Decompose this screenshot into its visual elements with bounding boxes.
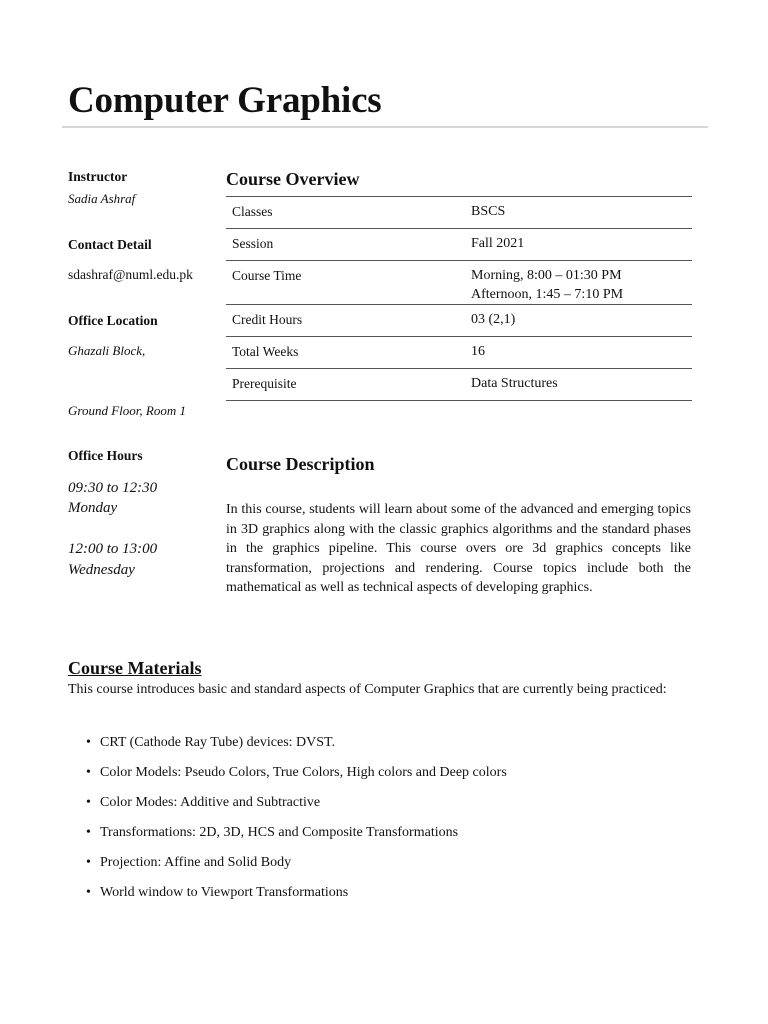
course-time-morning: Morning, 8:00 – 01:30 PM (471, 268, 622, 283)
office-location-heading: Office Location (68, 313, 158, 328)
list-item (68, 853, 507, 883)
office-location-line1: Ghazali Block, (68, 343, 146, 358)
table-row (226, 337, 692, 369)
list-item (68, 883, 507, 913)
list-item-text: Color Models: Pseudo Colors, True Colors, High colors and Deep colors (100, 765, 507, 780)
table-row (226, 229, 692, 261)
table-cell-value: BSCS (465, 197, 692, 229)
office-hours-day-2: Wednesday (68, 562, 135, 578)
course-description-heading: Course Description (226, 454, 375, 474)
table-cell-label: Session (226, 229, 465, 261)
course-materials-intro: This course introduces basic and standard aspects of Computer Graphics that are currently being practiced: (68, 682, 667, 697)
office-location-line2: Ground Floor, Room 1 (68, 403, 186, 418)
contact-email[interactable]: sdashraf@numl.edu.pk (68, 267, 193, 282)
list-item-text: Transformations: 2D, 3D, HCS and Composite Transformations (100, 825, 459, 840)
list-item (68, 763, 507, 793)
bullet-icon: • (86, 855, 91, 870)
office-hours-heading: Office Hours (68, 448, 143, 463)
table-row (226, 305, 692, 337)
table-cell-value: 16 (465, 337, 692, 369)
list-item-text: CRT (Cathode Ray Tube) devices: DVST. (100, 735, 336, 750)
table-cell-value (465, 261, 692, 305)
course-overview-table (226, 196, 692, 401)
office-hours-day-1: Monday (68, 500, 118, 516)
course-description-text: In this course, students will learn about some of the advanced and emerging topics in 3D graphics along with the classic graphics algorithms and the standard phases in the graphics pipeline. This course overs ore 3d graphics concepts like transformation, projections and rendering. Course topics include both the mathematical as well as technical aspects of developing graphics. (226, 502, 691, 595)
course-materials-list (68, 733, 507, 913)
table-cell-label: Prerequisite (226, 369, 465, 401)
page-title: Computer Graphics (68, 80, 382, 121)
contact-heading: Contact Detail (68, 237, 152, 252)
table-cell-value: Fall 2021 (465, 229, 692, 261)
course-time-afternoon: Afternoon, 1:45 – 7:10 PM (471, 287, 624, 302)
table-row (226, 197, 692, 229)
bullet-icon: • (86, 765, 91, 780)
bullet-icon: • (86, 735, 91, 750)
table-cell-label: Credit Hours (226, 305, 465, 337)
table-cell-value: 03 (2,1) (465, 305, 692, 337)
bullet-icon: • (86, 795, 91, 810)
list-item (68, 823, 507, 853)
table-cell-label: Classes (226, 197, 465, 229)
list-item-text: World window to Viewport Transformations (100, 885, 349, 900)
bullet-icon: • (86, 825, 91, 840)
table-row (226, 369, 692, 401)
table-cell-label: Total Weeks (226, 337, 465, 369)
title-divider (62, 126, 708, 128)
table-cell-value: Data Structures (465, 369, 692, 401)
table-cell-label: Course Time (226, 261, 465, 305)
instructor-heading: Instructor (68, 169, 128, 184)
list-item-text: Projection: Affine and Solid Body (100, 855, 292, 870)
course-materials-heading: Course Materials (68, 658, 202, 678)
instructor-name: Sadia Ashraf (68, 191, 136, 206)
course-overview-heading: Course Overview (226, 169, 360, 189)
office-hours-time-2: 12:00 to 13:00 (68, 541, 158, 557)
office-hours-time-1: 09:30 to 12:30 (68, 480, 158, 496)
bullet-icon: • (86, 885, 91, 900)
list-item (68, 733, 507, 763)
list-item-text: Color Modes: Additive and Subtractive (100, 795, 321, 810)
table-row (226, 261, 692, 305)
list-item (68, 793, 507, 823)
